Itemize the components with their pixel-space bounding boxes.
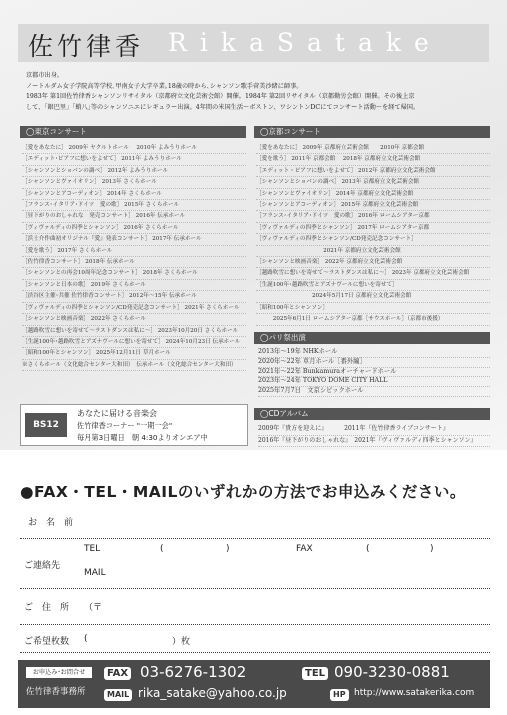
contact-field[interactable] (20, 538, 490, 589)
ticket-count-unit: ）枚 (172, 637, 191, 647)
email-address[interactable]: rika_satake@yahoo.co.jp (138, 686, 287, 700)
fax-label: FAX (296, 544, 313, 554)
bio-line: ノートルダム女子学院高等学校､甲南女子大学卒業｡18歳の時から､シャンソン歌手菅美沙緒に師事。 (26, 82, 303, 90)
tokyo-concert-item: ［シャンソンとの再会10周年記念コンサート］ 2018年 さくらホール (22, 268, 246, 279)
bio-line: 京都市出身。 (26, 72, 64, 79)
contact-footer (18, 660, 490, 708)
paris-festival-item: 2013年～19年 NHKホール (258, 348, 490, 358)
kyoto-concert-item: ［シャンソンとアコーディオン］ 2015年 京都府立文化芸術会館 (256, 200, 490, 211)
radio-program-box (20, 404, 248, 446)
form-title: ●FAX・TEL・MAILのいずれかの方法でお申込みください。 (20, 483, 466, 501)
kyoto-concert-item: ［昭和100年とシャンソン］ (256, 303, 490, 314)
paris-festival-item: 2025年7月7日 文京シビックホール (258, 387, 490, 397)
ticket-count-label: ご希望枚数 (24, 637, 70, 647)
tokyo-concert-item: ［昭和100年とシャンソン］ 2025年12月11日 草月ホール (22, 348, 246, 359)
tokyo-concert-item: ［越路吹雪に想いを寄せて～ラストダンスは私に～］ 2023年10月20日 さくらホール (22, 326, 246, 337)
hp-tag: HP (330, 689, 349, 701)
office-name: 佐竹律香事務所 (26, 687, 86, 697)
tokyo-concert-heading: ◯東京コンサート (20, 126, 246, 138)
tel-number[interactable]: 090-3230-0881 (334, 663, 450, 681)
kyoto-concert-item: ［生誕100年･越路吹雪とアズナヴールに想いを寄せて］ (256, 280, 490, 291)
cd-album-item: 2009年『貴方を迎えに』 2011年『佐竹律香ライブコンサート』 (258, 424, 490, 436)
kyoto-concert-item: ［愛をあなたに］ 2009年 京都府立芸術会館 2010年 京都会館 (256, 143, 490, 154)
kyoto-concert-item: 2025年6月1日 ロームシアター京都［サウスホール］（京都市後援） (256, 314, 490, 325)
paris-festival-heading: ◯パリ祭出演 (254, 332, 490, 344)
kyoto-concert-item: ［ヴィヴァルディの四季とシャンソン/CD発売記念コンサート］ (256, 234, 490, 245)
mail-tag: MAIL (104, 689, 132, 701)
paris-festival-list (258, 348, 490, 397)
tokyo-concert-item: ［フランス･イタリア･ドイツ 愛の歌］ 2015年 さくらホール (22, 200, 246, 211)
tokyo-concert-item: ［生誕100年･越路吹雪とアズナヴールに想いを寄せて］ 2024年10月23日 伝承ホール (22, 337, 246, 348)
paris-festival-item: 2023年～24年 TOKYO DOME CITY HALL (258, 377, 490, 387)
tokyo-concert-item: ［シャンソンとヴァイオリン］ 2013年 さくらホール (22, 177, 246, 188)
kyoto-concert-item: ［フランス･イタリア･ドイツ 愛の歌］ 2016年 ロームシアター京都 (256, 211, 490, 222)
ticket-count-paren-open: ( (84, 634, 88, 644)
contact-label: ご連絡先 (24, 561, 61, 571)
paris-festival-item: 2020年～22年 草月ホール［番外編］ (258, 358, 490, 368)
kyoto-concert-item: 2024年5月17日 京都府立文化芸術会館 (256, 291, 490, 302)
tokyo-concert-item: ［昼下がりのおしゃれな 発売コンサート］ 2016年 伝承ホール (22, 211, 246, 222)
kyoto-concert-item: ［シャンソンとショパンの調べ］ 2013年 京都府立文化芸術会館 (256, 177, 490, 188)
tokyo-concert-item: ［浜士介作曲初オリジナル『愛』発表コンサート］ 2017年 伝承ホール (22, 234, 246, 245)
tokyo-concert-item: ［愛を歌う］ 2017年 さくらホール (22, 246, 246, 257)
kyoto-concert-item: ［越路吹雪に想いを寄せて～ラストダンスは私に～］ 2023年 京都府立文化芸術会館 (256, 268, 490, 279)
tokyo-concert-item: ※さくらホール（文化総合センター大和田） 伝承ホール（文化総合センター大和田） (22, 360, 246, 371)
kyoto-concert-list (256, 143, 490, 326)
paris-festival-item: 2021年～22年 Bunkamuraオーチャードホール (258, 368, 490, 378)
kyoto-concert-item: 2021年 京都府立文化芸術会館 (256, 246, 490, 257)
bs12-logo: BS12 (25, 413, 67, 437)
kyoto-concert-heading: ◯京都コンサート (254, 126, 490, 138)
bio-line: して、「銀巴里」｢蛸八｣等のシャンソニエにレギュラー出演。4年間の米国生活～ボストン、ワシントンDCにてコンサート活動～を経て帰国。 (26, 103, 420, 111)
tokyo-concert-item: ［シャンソンとショパンの調べ］ 2012年 よみうりホール (22, 166, 246, 177)
kyoto-concert-item: ［エディット・ピアフに想いをよせて］ 2012年 京都府立文化芸術会館 (256, 166, 490, 177)
title-japanese: 佐竹律香 (28, 32, 145, 61)
fax-number[interactable]: 03-6276-1302 (140, 663, 247, 681)
radio-program-title: あなたに届ける音楽会 (77, 409, 157, 418)
fax-paren-close: ) (430, 544, 434, 554)
kyoto-concert-item: ［シャンソンと映画音楽］ 2022年 京都府立文化芸術会館 (256, 257, 490, 268)
title-english: RikaSatake (168, 28, 442, 57)
tokyo-concert-item: ［シャンソンとアコーディオン］ 2014年 さくらホール (22, 189, 246, 200)
tokyo-concert-item: ［ヴィヴァルディの四季とシャンソン/CD発売記念コンサート］ 2021年 さくらホール (22, 303, 246, 314)
radio-program-schedule: 毎月第3日曜日 朝 4:30よりオンエア中 (77, 433, 208, 442)
kyoto-concert-item: ［シャンソンとヴァイオリン］ 2014年 京都府立文化芸術会館 (256, 189, 490, 200)
tokyo-concert-item: ［ヴィヴァルディの四季とシャンソン］ 2016年 さくらホール (22, 223, 246, 234)
inquiry-badge: お申込み･お問合せ (26, 667, 92, 678)
fax-tag: FAX (104, 667, 131, 680)
tokyo-concert-item: ［愛をあなたに］ 2009年 ヤクルトホール 2010年 よみうりホール (22, 143, 246, 154)
ticket-count-field[interactable] (20, 624, 490, 653)
bio-line: 1983年 第1回佐竹律香シャンソンリサイタル（京都府立文化芸術会館）開催。1984年 第2回リサイタル（京都勤労会館）開催。その後上京 (26, 93, 415, 100)
tel-label: TEL (84, 544, 101, 554)
fax-paren-open: ( (366, 544, 370, 554)
tokyo-concert-list (22, 143, 246, 371)
tokyo-concert-item: ［シャンソンと映画音楽］ 2022年 さくらホール (22, 314, 246, 325)
address-field[interactable] (20, 588, 490, 625)
tokyo-concert-item: ［渋谷区主催･共催 佐竹律香コンサート］ 2012年～15年 伝承ホール (22, 291, 246, 302)
address-label: ご 住 所 (24, 603, 70, 613)
cd-album-heading: ◯CDアルバム (254, 408, 490, 420)
name-label: お 名 前 (28, 518, 74, 528)
tokyo-concert-item: ［シャンソンと日本の歌］ 2019年 さくらホール (22, 280, 246, 291)
postal-mark: （〒 (84, 603, 103, 613)
biography (26, 71, 496, 113)
kyoto-concert-item: ［愛を歌う］ 2011年 京都会館 2018年 京都府立文化芸術会館 (256, 154, 490, 165)
tel-paren-close: ) (226, 544, 230, 554)
radio-program-corner: 佐竹律香コーナー "一期一会" (77, 421, 173, 430)
tel-paren-open: ( (160, 544, 164, 554)
tokyo-concert-item: ［佐竹律香コンサート］ 2018年 伝承ホール (22, 257, 246, 268)
tel-tag: TEL (302, 667, 328, 680)
cd-album-list (258, 424, 490, 447)
website-url[interactable]: http://www.satakerika.com (354, 688, 475, 698)
kyoto-concert-item: ［ヴィヴァルディの四季とシャンソン］ 2017年 ロームシアター京都 (256, 223, 490, 234)
tokyo-concert-item: ［エディット･ピアフに想いをよせて］ 2011年 よみうりホール (22, 154, 246, 165)
cd-album-item: 2016年『昼下がりのおしゃれな』 2021年『ヴィヴァルディ四季とシャンソン』 (258, 436, 490, 448)
name-field[interactable] (20, 500, 490, 539)
mail-label: MAIL (84, 568, 106, 578)
